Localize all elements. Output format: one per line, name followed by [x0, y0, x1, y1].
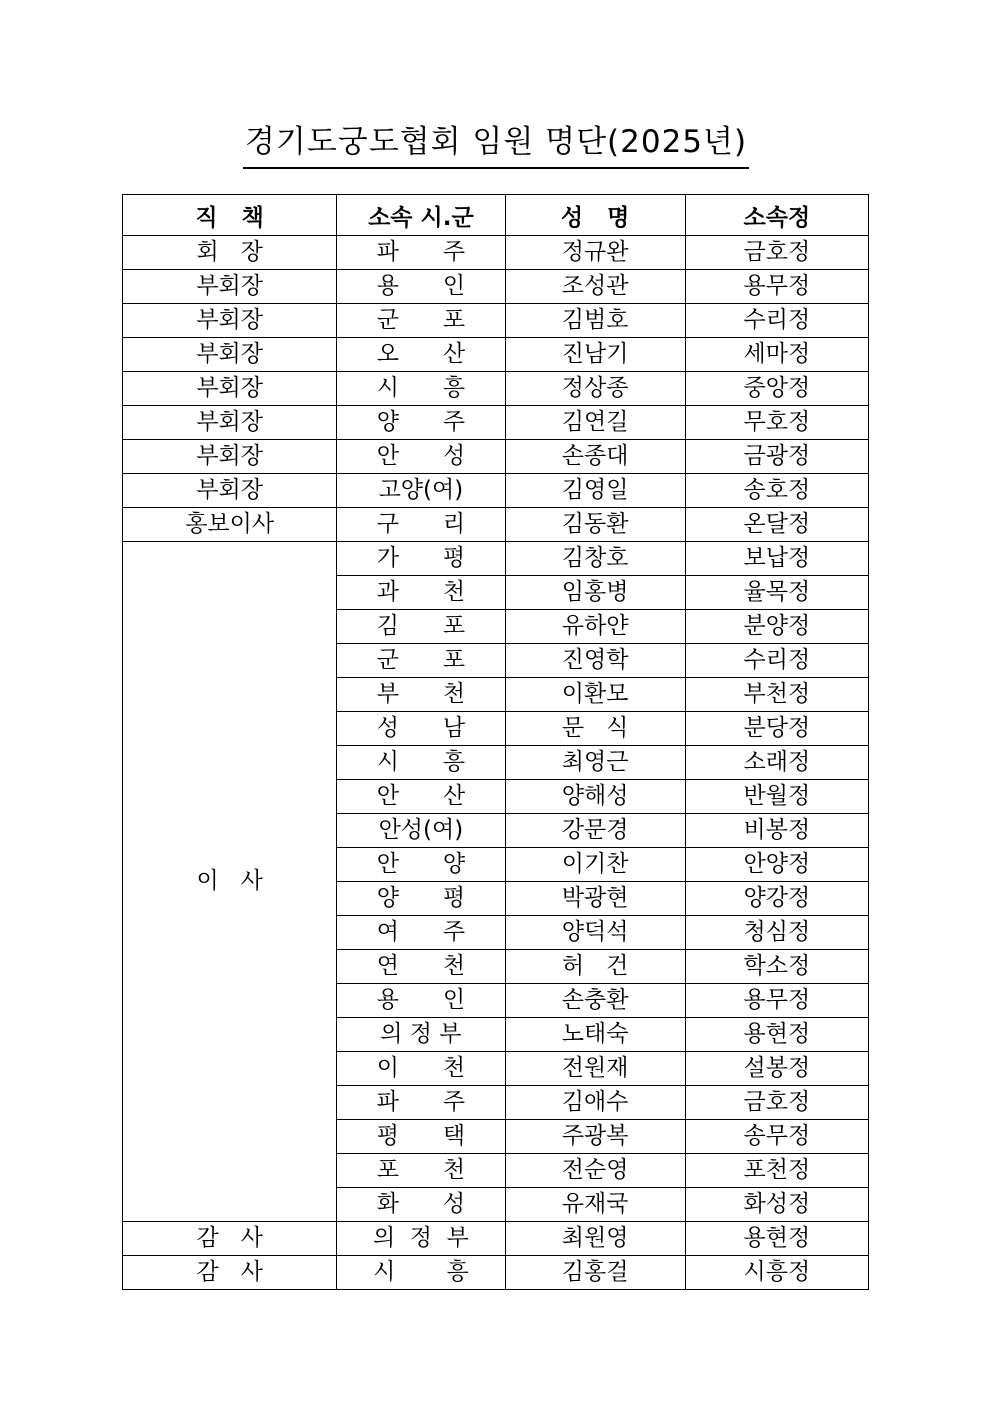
name-cell: 박광현 — [505, 882, 685, 916]
club-cell: 온달정 — [685, 508, 868, 542]
club-cell: 용현정 — [685, 1222, 868, 1256]
name-cell: 이기찬 — [505, 848, 685, 882]
document-title — [0, 118, 992, 169]
club-cell: 설봉정 — [685, 1052, 868, 1086]
name-cell: 노태숙 — [505, 1018, 685, 1052]
club-cell: 부천정 — [685, 678, 868, 712]
name-cell: 김동환 — [505, 508, 685, 542]
header-city: 소속 시.군 — [337, 195, 505, 236]
table-row — [123, 508, 869, 542]
club-cell: 세마정 — [685, 338, 868, 372]
club-cell: 학소정 — [685, 950, 868, 984]
city-cell: 안성(여) — [337, 814, 505, 848]
table-row — [123, 542, 869, 576]
city-cell: 오 산 — [337, 338, 505, 372]
table-row — [123, 338, 869, 372]
club-cell: 시흥정 — [685, 1256, 868, 1290]
city-cell: 양 주 — [337, 406, 505, 440]
club-cell: 수리정 — [685, 644, 868, 678]
table-row — [123, 1222, 869, 1256]
club-cell: 분양정 — [685, 610, 868, 644]
name-cell: 손충환 — [505, 984, 685, 1018]
city-cell: 부 천 — [337, 678, 505, 712]
role-cell: 부회장 — [123, 304, 337, 338]
city-cell: 양 평 — [337, 882, 505, 916]
role-cell: 부회장 — [123, 440, 337, 474]
table-row — [123, 304, 869, 338]
club-cell: 율목정 — [685, 576, 868, 610]
name-cell: 유하얀 — [505, 610, 685, 644]
city-cell: 김 포 — [337, 610, 505, 644]
name-cell: 전순영 — [505, 1154, 685, 1188]
city-cell: 의 정 부 — [337, 1018, 505, 1052]
name-cell: 김홍걸 — [505, 1256, 685, 1290]
city-cell: 용 인 — [337, 270, 505, 304]
role-cell: 부회장 — [123, 338, 337, 372]
table-header-row — [123, 195, 869, 236]
club-cell: 청심정 — [685, 916, 868, 950]
role-cell: 홍보이사 — [123, 508, 337, 542]
club-cell: 용무정 — [685, 984, 868, 1018]
club-cell: 화성정 — [685, 1188, 868, 1222]
name-cell: 진영학 — [505, 644, 685, 678]
club-cell: 송무정 — [685, 1120, 868, 1154]
name-cell: 조성관 — [505, 270, 685, 304]
document-title-text: 경기도궁도협회 임원 명단(2025년) — [243, 118, 749, 169]
header-role: 직 책 — [123, 195, 337, 236]
club-cell: 송호정 — [685, 474, 868, 508]
city-cell: 시 흥 — [337, 1256, 505, 1290]
club-cell: 금호정 — [685, 1086, 868, 1120]
name-cell: 양해성 — [505, 780, 685, 814]
club-cell: 중앙정 — [685, 372, 868, 406]
city-cell: 과 천 — [337, 576, 505, 610]
city-cell: 평 택 — [337, 1120, 505, 1154]
name-cell: 전원재 — [505, 1052, 685, 1086]
club-cell: 금호정 — [685, 236, 868, 270]
role-cell: 부회장 — [123, 406, 337, 440]
name-cell: 김연길 — [505, 406, 685, 440]
club-cell: 소래정 — [685, 746, 868, 780]
header-club: 소속정 — [685, 195, 868, 236]
role-cell: 부회장 — [123, 372, 337, 406]
name-cell: 김창호 — [505, 542, 685, 576]
club-cell: 비봉정 — [685, 814, 868, 848]
table-row — [123, 474, 869, 508]
city-cell: 안 산 — [337, 780, 505, 814]
role-cell: 회 장 — [123, 236, 337, 270]
club-cell: 용무정 — [685, 270, 868, 304]
name-cell: 정상종 — [505, 372, 685, 406]
city-cell: 고양(여) — [337, 474, 505, 508]
city-cell: 파 주 — [337, 236, 505, 270]
city-cell: 가 평 — [337, 542, 505, 576]
name-cell: 최원영 — [505, 1222, 685, 1256]
role-cell: 감 사 — [123, 1256, 337, 1290]
city-cell: 성 남 — [337, 712, 505, 746]
city-cell: 안 성 — [337, 440, 505, 474]
table-row — [123, 1256, 869, 1290]
city-cell: 이 천 — [337, 1052, 505, 1086]
name-cell: 최영근 — [505, 746, 685, 780]
city-cell: 파 주 — [337, 1086, 505, 1120]
club-cell: 양강정 — [685, 882, 868, 916]
city-cell: 군 포 — [337, 304, 505, 338]
table-row — [123, 406, 869, 440]
table-row — [123, 270, 869, 304]
city-cell: 용 인 — [337, 984, 505, 1018]
club-cell: 분당정 — [685, 712, 868, 746]
table-row — [123, 440, 869, 474]
name-cell: 이환모 — [505, 678, 685, 712]
club-cell: 용현정 — [685, 1018, 868, 1052]
club-cell: 포천정 — [685, 1154, 868, 1188]
name-cell: 손종대 — [505, 440, 685, 474]
table-row — [123, 372, 869, 406]
city-cell: 안 양 — [337, 848, 505, 882]
table-body — [123, 236, 869, 1290]
city-cell: 여 주 — [337, 916, 505, 950]
club-cell: 수리정 — [685, 304, 868, 338]
name-cell: 문 식 — [505, 712, 685, 746]
name-cell: 김애수 — [505, 1086, 685, 1120]
name-cell: 강문경 — [505, 814, 685, 848]
header-name: 성 명 — [505, 195, 685, 236]
club-cell: 반월정 — [685, 780, 868, 814]
city-cell: 시 흥 — [337, 372, 505, 406]
name-cell: 정규완 — [505, 236, 685, 270]
club-cell: 안양정 — [685, 848, 868, 882]
city-cell: 포 천 — [337, 1154, 505, 1188]
name-cell: 김영일 — [505, 474, 685, 508]
city-cell: 의 정 부 — [337, 1222, 505, 1256]
director-role-cell: 이 사 — [123, 542, 337, 1222]
name-cell: 진남기 — [505, 338, 685, 372]
name-cell: 임홍병 — [505, 576, 685, 610]
city-cell: 화 성 — [337, 1188, 505, 1222]
name-cell: 김범호 — [505, 304, 685, 338]
name-cell: 양덕석 — [505, 916, 685, 950]
club-cell: 무호정 — [685, 406, 868, 440]
city-cell: 구 리 — [337, 508, 505, 542]
role-cell: 부회장 — [123, 474, 337, 508]
name-cell: 유재국 — [505, 1188, 685, 1222]
club-cell: 금광정 — [685, 440, 868, 474]
city-cell: 시 흥 — [337, 746, 505, 780]
officer-roster-table — [122, 194, 869, 1290]
role-cell: 부회장 — [123, 270, 337, 304]
name-cell: 주광복 — [505, 1120, 685, 1154]
role-cell: 감 사 — [123, 1222, 337, 1256]
name-cell: 허 건 — [505, 950, 685, 984]
city-cell: 군 포 — [337, 644, 505, 678]
city-cell: 연 천 — [337, 950, 505, 984]
table-row — [123, 236, 869, 270]
club-cell: 보납정 — [685, 542, 868, 576]
